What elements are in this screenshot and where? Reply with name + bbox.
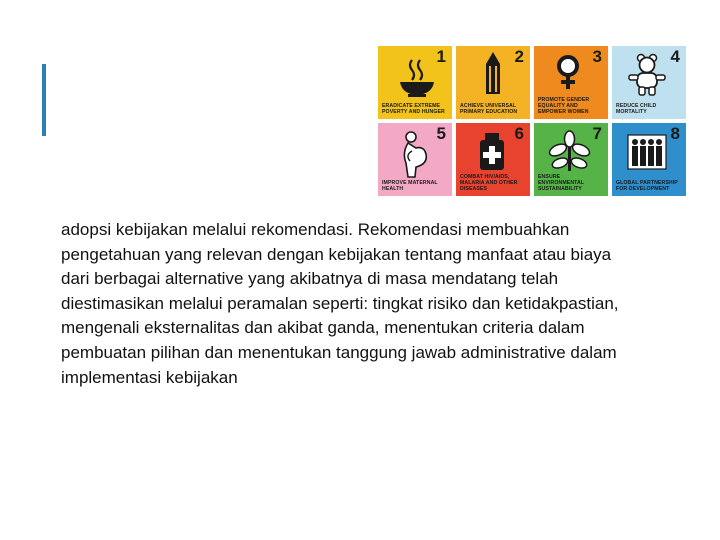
goal-caption: ENSURE ENVIRONMENTAL SUSTAINABILITY — [538, 174, 585, 192]
goal-tile-1 — [378, 46, 452, 119]
mdg-goals-grid — [378, 46, 688, 198]
accent-bar — [42, 64, 46, 136]
goal-tile-4 — [612, 46, 686, 119]
goal-caption: IMPROVE MATERNAL HEALTH — [382, 180, 438, 192]
goal-number: 1 — [436, 47, 446, 66]
goal-tile-5 — [378, 123, 452, 196]
goal-caption: PROMOTE GENDER EQUALITY AND EMPOWER WOMEN — [538, 97, 590, 115]
goal-tile-3 — [534, 46, 608, 119]
goal-number: 3 — [592, 47, 602, 66]
goal-tile-8 — [612, 123, 686, 196]
goal-caption: ERADICATE EXTREME POVERTY AND HUNGER — [382, 103, 445, 115]
goal-number: 8 — [670, 124, 680, 143]
goal-caption: ACHIEVE UNIVERSAL PRIMARY EDUCATION — [460, 103, 518, 115]
goal-tile-7 — [534, 123, 608, 196]
goal-tile-2 — [456, 46, 530, 119]
goal-tile-6 — [456, 123, 530, 196]
body-paragraph: adopsi kebijakan melalui rekomendasi. Rekomendasi membuahkan pengetahuan yang relevan dengan kebijakan tentang manfaat atau biaya dari berbagai alternative yang akibatnya di masa mendatang telah diestimasikan melalui peramalan seperti: tingkat risiko dan ketidakpastian, mengenali eksternalitas dan akibat ganda, menentukan criteria dalam pembuatan pilihan dan menentukan tanggung jawab administrative dalam implementasi kebijakan — [61, 220, 619, 387]
goal-number: 6 — [514, 124, 524, 143]
goal-number: 5 — [436, 124, 446, 143]
goal-number: 7 — [592, 124, 602, 143]
goal-caption: GLOBAL PARTNERSHIP FOR DEVELOPMENT — [616, 180, 678, 192]
goal-number: 2 — [514, 47, 524, 66]
goal-number: 4 — [670, 47, 680, 66]
goal-caption: COMBAT HIV/AIDS, MALARIA AND OTHER DISEASES — [460, 174, 518, 192]
goal-caption: REDUCE CHILD MORTALITY — [616, 103, 657, 115]
